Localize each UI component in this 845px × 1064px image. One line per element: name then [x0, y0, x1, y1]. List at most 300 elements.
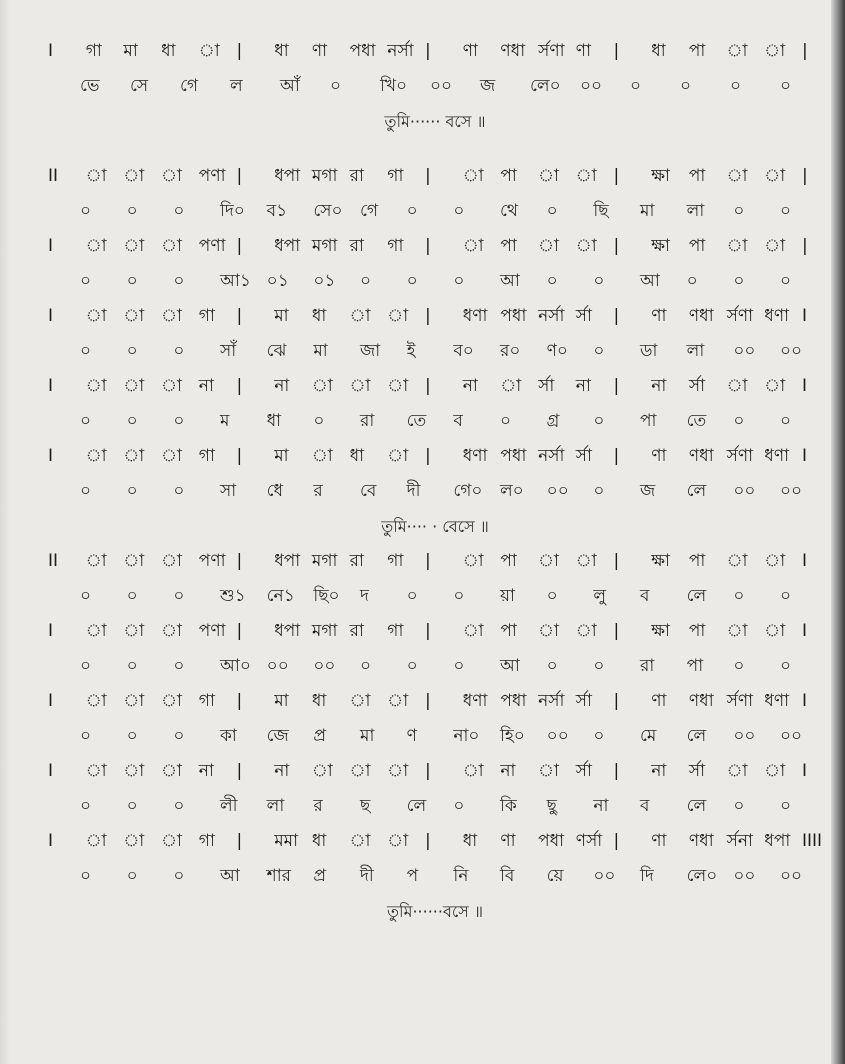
- lyric-token: ০: [780, 76, 792, 96]
- lyric-token: মা: [640, 201, 655, 221]
- note-token: গা: [198, 691, 215, 711]
- lyric-token: ০: [126, 271, 138, 291]
- lyric-token: গে: [180, 76, 199, 96]
- lyric-token: সে: [130, 76, 149, 96]
- note-token: া: [387, 306, 409, 326]
- lyric-token: দ: [360, 586, 369, 606]
- note-token: না: [198, 761, 214, 781]
- note-token: ণধা: [688, 691, 714, 711]
- lyric-token: লু: [593, 586, 606, 606]
- lyric-token: ০: [126, 726, 138, 746]
- lyric-token: তে: [406, 411, 427, 431]
- refrain-line: [40, 104, 830, 139]
- note-token: ধা: [462, 831, 478, 851]
- note-token: ধা: [349, 446, 365, 466]
- note-token: ধণা: [462, 306, 488, 326]
- note-token: |: [425, 41, 431, 61]
- note-token: |: [802, 166, 808, 186]
- note-token: পণা: [198, 551, 226, 571]
- lyric-token: ০: [80, 271, 92, 291]
- note-token: না: [651, 761, 667, 781]
- lyric-token: ধা: [266, 411, 282, 431]
- lyric-token: খি০: [380, 76, 408, 96]
- note-token: া: [726, 761, 748, 781]
- note-token: ধণা: [764, 306, 790, 326]
- lyrics-line: [40, 69, 830, 104]
- note-token: র্সণা: [726, 691, 754, 711]
- note-token: ক্ষা: [651, 621, 670, 641]
- note-token: া: [387, 376, 409, 396]
- note-token: া: [311, 446, 333, 466]
- lyric-token: লা: [686, 341, 705, 361]
- lyric-token: গ্র: [546, 411, 560, 431]
- note-token: মা: [123, 41, 138, 61]
- note-token: I: [48, 41, 54, 61]
- lyric-token: আ: [640, 271, 660, 291]
- note-token: না: [274, 761, 290, 781]
- note-token: া: [161, 446, 182, 466]
- lyric-token: ০: [686, 271, 698, 291]
- lyric-token: ০০: [313, 656, 336, 676]
- lyric-token: ০: [733, 411, 745, 431]
- lyric-token: ০: [313, 411, 325, 431]
- note-token: |: [425, 761, 431, 781]
- lyric-token: ডা: [640, 341, 658, 361]
- lyric-token: ব: [453, 411, 463, 431]
- lyric-token: জে: [266, 726, 289, 746]
- note-token: া: [123, 446, 145, 466]
- note-token: া: [387, 831, 409, 851]
- lyric-token: ০০: [546, 481, 569, 501]
- note-token: পা: [500, 166, 517, 186]
- note-token: I: [802, 621, 808, 641]
- note-token: া: [462, 761, 484, 781]
- lyric-token: ০: [630, 76, 642, 96]
- note-token: |: [236, 761, 243, 781]
- note-token: I: [48, 306, 54, 326]
- note-token: মগা: [311, 551, 338, 571]
- note-token: |: [425, 376, 431, 396]
- note-token: ণধা: [688, 306, 714, 326]
- notation-line: [40, 299, 830, 334]
- lyric-token: ০: [80, 726, 92, 746]
- note-token: া: [575, 621, 597, 641]
- lyric-token: ০: [80, 796, 92, 816]
- note-token: া: [387, 691, 409, 711]
- note-token: া: [764, 166, 786, 186]
- notation-line: [40, 824, 830, 859]
- lyric-token: লে: [686, 796, 707, 816]
- lyric-token: ০: [546, 656, 558, 676]
- refrain-text: তুমি···· · বেসে ॥: [381, 517, 489, 536]
- lyric-token: সা: [220, 481, 237, 501]
- lyric-token: ল০: [500, 481, 524, 501]
- note-token: |: [236, 551, 243, 571]
- lyrics-line: [40, 579, 830, 614]
- lyric-token: ০০: [733, 481, 756, 501]
- lyric-token: ০: [406, 201, 418, 221]
- note-token: ণধা: [688, 446, 714, 466]
- note-token: পা: [688, 621, 706, 641]
- lyric-token: আ: [220, 866, 240, 886]
- lyric-token: ০০: [733, 341, 756, 361]
- lyric-token: ০: [126, 481, 138, 501]
- lyrics-line: [40, 859, 830, 894]
- note-token: র্সণা: [726, 446, 754, 466]
- lyrics-line: [40, 264, 830, 299]
- lyric-token: না০: [453, 726, 480, 746]
- lyric-token: ০১: [266, 271, 289, 291]
- lyric-token: ০: [406, 656, 418, 676]
- lyric-token: তে: [686, 411, 707, 431]
- lyric-token: ০: [173, 341, 185, 361]
- note-token: া: [726, 166, 748, 186]
- note-token: |: [425, 306, 431, 326]
- note-token: |: [613, 41, 620, 61]
- note-token: া: [538, 761, 559, 781]
- note-token: ধা: [311, 831, 327, 851]
- note-token: র্সা: [575, 691, 592, 711]
- lyric-token: ০: [80, 656, 92, 676]
- note-token: ধণা: [764, 691, 790, 711]
- note-token: ক্ষা: [651, 236, 670, 256]
- note-token: I: [48, 831, 54, 851]
- note-token: র্সণা: [726, 306, 754, 326]
- note-token: মা: [274, 306, 289, 326]
- note-token: া: [764, 551, 786, 571]
- lyric-token: ০: [173, 271, 185, 291]
- lyric-token: ০১: [313, 271, 336, 291]
- note-token: নর্সা: [538, 691, 565, 711]
- lyric-token: লে: [686, 726, 707, 746]
- note-token: I: [48, 691, 54, 711]
- lyric-token: বি: [500, 866, 515, 886]
- note-token: |: [425, 446, 431, 466]
- note-token: ধপা: [274, 236, 301, 256]
- lyric-token: ০: [453, 796, 465, 816]
- lyric-token: কা: [220, 726, 237, 746]
- lyric-token: ০: [593, 656, 605, 676]
- lyric-token: ছু: [546, 796, 557, 816]
- lyric-token: ০: [733, 201, 745, 221]
- lyric-token: দি: [640, 866, 654, 886]
- note-token: রা: [349, 551, 364, 571]
- lyric-token: ০: [733, 586, 745, 606]
- refrain-text: তুমি······ বসে ॥: [384, 112, 486, 131]
- refrain-line: [40, 894, 830, 929]
- note-token: া: [85, 376, 107, 396]
- note-token: া: [726, 376, 748, 396]
- note-token: IIII: [802, 831, 823, 851]
- note-token: পণা: [198, 166, 226, 186]
- note-token: |: [236, 41, 243, 61]
- note-token: |: [236, 166, 243, 186]
- note-token: গা: [85, 41, 102, 61]
- note-token: ণা: [651, 831, 667, 851]
- note-token: ধা: [311, 691, 327, 711]
- note-token: ণা: [575, 41, 592, 61]
- lyric-token: ০: [453, 271, 465, 291]
- note-token: I: [48, 236, 54, 256]
- lyric-token: ০: [173, 866, 185, 886]
- note-token: পধা: [500, 691, 527, 711]
- lyric-token: ০: [126, 411, 138, 431]
- lyric-token: য়া: [500, 586, 515, 606]
- note-token: নর্সা: [538, 306, 565, 326]
- lyric-token: ০: [80, 866, 92, 886]
- note-token: া: [349, 306, 371, 326]
- lyric-token: ০: [780, 201, 792, 221]
- note-token: া: [538, 551, 559, 571]
- note-token: র্সণা: [538, 41, 565, 61]
- lyric-token: ০: [780, 411, 792, 431]
- lyric-token: মা: [360, 726, 375, 746]
- notation-line: [40, 614, 830, 649]
- lyric-token: ০০: [780, 341, 803, 361]
- lyric-token: ব: [640, 586, 650, 606]
- note-token: |: [236, 306, 243, 326]
- lyric-token: ০: [126, 201, 138, 221]
- lyric-token: লে: [686, 586, 707, 606]
- note-token: |: [613, 446, 620, 466]
- lyric-token: দী: [406, 481, 421, 501]
- lyric-token: ছি: [593, 201, 609, 221]
- note-token: া: [311, 761, 333, 781]
- lyric-token: লে: [406, 796, 427, 816]
- note-token: া: [349, 376, 371, 396]
- lyrics-line: [40, 334, 830, 369]
- note-token: া: [85, 306, 107, 326]
- note-token: া: [198, 41, 220, 61]
- lyric-token: জা: [360, 341, 381, 361]
- note-token: র্সা: [575, 446, 592, 466]
- note-token: ণা: [462, 41, 478, 61]
- lyric-token: প্র: [313, 866, 327, 886]
- note-token: া: [85, 551, 107, 571]
- page-left-edge: [0, 0, 10, 1064]
- lyric-token: ঝে: [266, 341, 287, 361]
- note-token: া: [349, 831, 371, 851]
- notation-line: [40, 159, 830, 194]
- lyric-token: ০: [173, 796, 185, 816]
- note-token: া: [726, 551, 748, 571]
- note-token: া: [161, 236, 182, 256]
- refrain-line: [40, 509, 830, 544]
- note-token: া: [123, 166, 145, 186]
- lyrics-line: [40, 404, 830, 439]
- lyric-token: থে: [500, 201, 518, 221]
- lyric-token: ই: [406, 341, 416, 361]
- note-token: ণধা: [500, 41, 526, 61]
- lyric-token: শার: [266, 866, 291, 886]
- note-token: ণা: [651, 306, 667, 326]
- lyric-token: ০: [780, 586, 792, 606]
- lyric-token: ০: [173, 726, 185, 746]
- lyric-token: ০: [546, 586, 558, 606]
- lyric-token: ০: [500, 411, 512, 431]
- note-token: ণধা: [688, 831, 714, 851]
- notation-sheet: [40, 34, 830, 929]
- note-token: পা: [688, 41, 706, 61]
- lyric-token: ০০: [593, 866, 616, 886]
- note-token: া: [123, 236, 145, 256]
- note-token: |: [613, 831, 620, 851]
- note-token: গা: [387, 551, 404, 571]
- lyric-token: জ: [480, 76, 496, 96]
- note-token: া: [123, 621, 145, 641]
- note-token: পা: [500, 621, 517, 641]
- lyric-token: ল: [230, 76, 243, 96]
- note-token: া: [538, 621, 559, 641]
- note-token: |: [613, 306, 620, 326]
- lyric-token: ০: [173, 411, 185, 431]
- note-token: I: [802, 551, 808, 571]
- lyric-token: জ: [640, 481, 656, 501]
- note-token: I: [802, 306, 808, 326]
- note-token: া: [85, 831, 107, 851]
- note-token: I: [48, 621, 54, 641]
- lyrics-line: [40, 719, 830, 754]
- lyric-token: আ১: [220, 271, 251, 291]
- lyric-token: ০: [593, 411, 605, 431]
- lyrics-line: [40, 649, 830, 684]
- note-token: ণা: [311, 41, 328, 61]
- note-token: ধপা: [274, 551, 301, 571]
- lyric-token: ০: [453, 586, 465, 606]
- note-token: া: [349, 691, 371, 711]
- note-token: ধপা: [274, 166, 301, 186]
- note-token: I: [48, 761, 54, 781]
- lyric-token: লে: [686, 481, 707, 501]
- notation-line: [40, 684, 830, 719]
- lyric-token: ০: [730, 76, 742, 96]
- note-token: া: [500, 376, 522, 396]
- note-token: গা: [387, 621, 404, 641]
- lyric-token: ০০: [780, 481, 803, 501]
- lyric-token: লা: [266, 796, 285, 816]
- lyric-token: কি: [500, 796, 517, 816]
- note-token: া: [575, 236, 597, 256]
- lyric-token: ০০: [733, 866, 756, 886]
- note-token: া: [85, 691, 107, 711]
- note-token: রা: [349, 621, 364, 641]
- lyric-token: ০: [80, 201, 92, 221]
- note-token: া: [575, 166, 597, 186]
- lyric-token: রা: [360, 411, 375, 431]
- lyric-token: মা: [313, 341, 328, 361]
- lyric-token: ০: [126, 796, 138, 816]
- note-token: ধণা: [462, 691, 488, 711]
- lyric-token: বে: [360, 481, 377, 501]
- notation-line: [40, 229, 830, 264]
- lyric-token: ০০: [546, 726, 569, 746]
- note-token: ধণা: [764, 446, 790, 466]
- note-token: া: [161, 376, 182, 396]
- note-token: পধা: [500, 306, 527, 326]
- note-token: া: [726, 236, 748, 256]
- lyric-token: ০: [126, 341, 138, 361]
- note-token: |: [236, 831, 243, 851]
- lyric-token: ০: [406, 271, 418, 291]
- note-token: পা: [500, 236, 517, 256]
- note-token: া: [123, 691, 145, 711]
- lyric-token: ০: [593, 481, 605, 501]
- notation-line: [40, 544, 830, 579]
- note-token: া: [764, 761, 786, 781]
- lyric-token: ০: [80, 586, 92, 606]
- lyric-token: নি: [453, 866, 469, 886]
- note-token: ণা: [651, 691, 667, 711]
- note-token: পা: [688, 166, 706, 186]
- note-token: |: [236, 446, 243, 466]
- notation-line: [40, 34, 830, 69]
- note-token: গা: [198, 446, 215, 466]
- note-token: া: [764, 376, 786, 396]
- note-token: া: [85, 621, 107, 641]
- note-token: া: [123, 551, 145, 571]
- note-token: |: [613, 761, 620, 781]
- lyrics-line: [40, 789, 830, 824]
- note-token: া: [123, 306, 145, 326]
- lyric-token: দী: [360, 866, 374, 886]
- note-token: া: [538, 236, 559, 256]
- lyric-token: ০: [126, 656, 138, 676]
- lyric-token: পা: [640, 411, 657, 431]
- lyric-token: গে০: [453, 481, 483, 501]
- note-token: র্সা: [575, 306, 592, 326]
- lyric-token: ০: [680, 76, 692, 96]
- lyric-token: ০: [173, 201, 185, 221]
- note-token: র্সা: [575, 761, 592, 781]
- lyric-token: নে১: [266, 586, 295, 606]
- note-token: পা: [688, 236, 706, 256]
- lyric-token: ০: [173, 481, 185, 501]
- note-token: া: [726, 621, 748, 641]
- note-token: া: [123, 831, 145, 851]
- lyric-token: রা: [640, 656, 655, 676]
- note-token: গা: [387, 236, 404, 256]
- note-token: ণর্সা: [575, 831, 603, 851]
- note-token: া: [161, 621, 182, 641]
- note-token: া: [161, 551, 182, 571]
- lyric-token: লে০: [686, 866, 718, 886]
- note-token: া: [161, 306, 182, 326]
- note-token: পা: [688, 551, 706, 571]
- note-token: |: [236, 621, 243, 641]
- note-token: I: [802, 376, 808, 396]
- note-token: মা: [274, 691, 289, 711]
- note-token: ধণা: [462, 446, 488, 466]
- lyric-token: লা: [686, 201, 705, 221]
- lyric-token: ০০: [580, 76, 603, 96]
- note-token: |: [613, 551, 620, 571]
- lyric-token: সে০: [313, 201, 343, 221]
- note-token: া: [85, 761, 107, 781]
- note-token: |: [236, 236, 243, 256]
- lyric-token: ধে: [266, 481, 284, 501]
- lyric-token: ০০: [780, 726, 803, 746]
- lyric-token: ০০: [733, 726, 756, 746]
- lyric-token: ণ: [406, 726, 417, 746]
- lyric-token: য়ে: [546, 866, 564, 886]
- lyric-token: ছি০: [313, 586, 340, 606]
- note-token: রা: [349, 166, 364, 186]
- lyric-token: শু১: [220, 586, 246, 606]
- lyric-token: ০: [126, 866, 138, 886]
- note-token: পণা: [198, 236, 226, 256]
- lyric-token: ০০: [266, 656, 289, 676]
- note-token: া: [85, 446, 107, 466]
